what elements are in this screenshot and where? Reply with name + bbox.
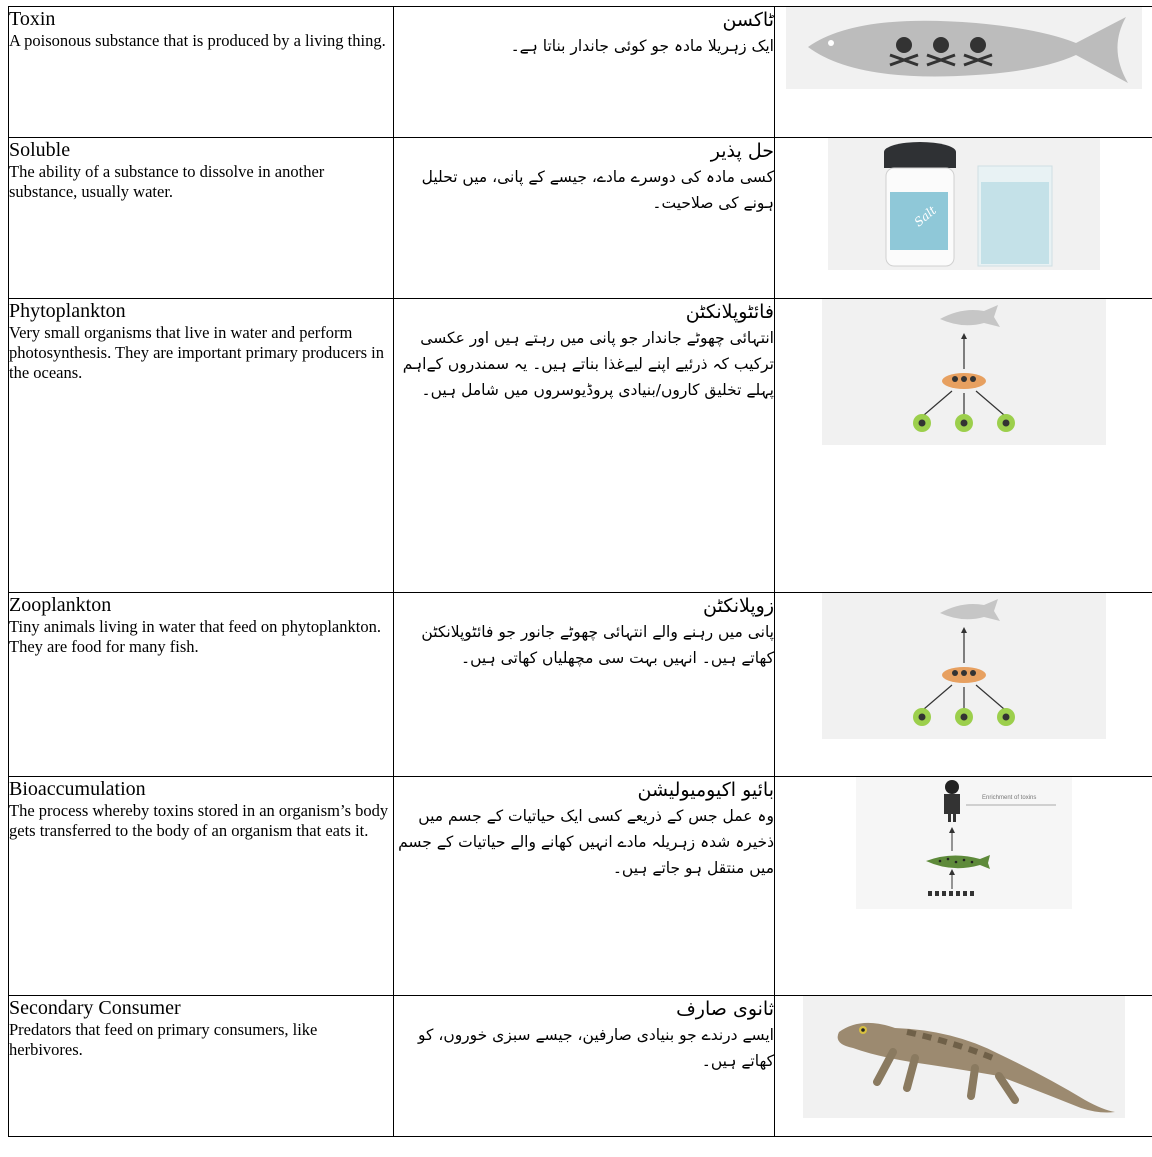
urdu-cell bbox=[394, 996, 775, 1137]
bioaccumulation-chain-image bbox=[856, 777, 1072, 909]
image-cell bbox=[775, 593, 1152, 777]
table-row bbox=[9, 777, 1152, 996]
food-chain-zooplankton-image bbox=[822, 593, 1106, 739]
image-cell bbox=[775, 7, 1152, 138]
english-term: Phytoplankton bbox=[9, 300, 126, 322]
english-definition: A poisonous substance that is produced by a living thing. bbox=[9, 31, 386, 50]
urdu-term: ثانوی صارف bbox=[676, 998, 774, 1020]
lizard-image bbox=[803, 996, 1125, 1118]
urdu-cell bbox=[394, 299, 775, 593]
salt-shaker-and-water-glass-image bbox=[828, 138, 1100, 270]
urdu-term: ٹاکسن bbox=[722, 9, 774, 31]
salt-label: Salt bbox=[911, 203, 939, 230]
urdu-definition: ایک زہریلا مادہ جو کوئی جاندار بناتا ہے۔ bbox=[510, 37, 774, 55]
urdu-term: حل پذیر bbox=[710, 140, 774, 162]
urdu-term: زوپلانکٹن bbox=[703, 595, 774, 617]
urdu-term: بائیو اکیومیولیشن bbox=[637, 779, 774, 801]
english-cell bbox=[9, 777, 394, 996]
urdu-definition: کسی مادہ کی دوسرے مادے، جیسے کے پانی، میں تحلیل ہونے کی صلاحیت۔ bbox=[421, 168, 774, 212]
urdu-cell bbox=[394, 777, 775, 996]
english-term: Toxin bbox=[9, 8, 56, 30]
table-row bbox=[9, 593, 1152, 777]
table-row bbox=[9, 7, 1152, 138]
english-cell bbox=[9, 593, 394, 777]
english-definition: The process whereby toxins stored in an organism’s body gets transferred to the body of an organism that eats it. bbox=[9, 801, 389, 840]
english-definition: The ability of a substance to dissolve in another substance, usually water. bbox=[9, 162, 325, 201]
image-cell bbox=[775, 777, 1152, 996]
english-cell bbox=[9, 996, 394, 1137]
urdu-cell bbox=[394, 593, 775, 777]
urdu-cell bbox=[394, 7, 775, 138]
image-cell bbox=[775, 299, 1152, 593]
english-definition: Very small organisms that live in water and perform photosynthesis. They are important primary producers in the oceans. bbox=[9, 323, 384, 382]
english-cell bbox=[9, 7, 394, 138]
food-chain-phytoplankton-image bbox=[822, 299, 1106, 445]
table-row bbox=[9, 996, 1152, 1137]
urdu-cell bbox=[394, 138, 775, 299]
english-term: Zooplankton bbox=[9, 594, 112, 616]
urdu-definition: ایسے درندے جو بنیادی صارفین، جیسے سبزی خوروں، کو کھاتے ہیں۔ bbox=[418, 1026, 774, 1070]
english-term: Soluble bbox=[9, 139, 71, 161]
urdu-definition: وہ عمل جس کے ذریعے کسی ایک حیاتیات کے جسم میں ذخیرہ شدہ زہریلہ مادے انہیں کھانے والے حیاتیات کے جسم میں منتقل ہو جاتے ہیں۔ bbox=[398, 807, 774, 877]
urdu-term: فائٹوپلانکٹن bbox=[685, 301, 774, 323]
english-term: Bioaccumulation bbox=[9, 778, 146, 800]
english-cell bbox=[9, 138, 394, 299]
english-term: Secondary Consumer bbox=[9, 997, 181, 1019]
urdu-definition: پانی میں رہنے والے انتہائی چھوٹے جانور جو فائٹوپلانکٹن کھاتے ہیں۔ انہیں بہت سی مچھلیاں کھاتی ہیں۔ bbox=[421, 623, 774, 667]
english-definition: Predators that feed on primary consumers, like herbivores. bbox=[9, 1020, 318, 1059]
enrichment-label: Enrichment of toxins bbox=[981, 795, 1036, 801]
fish-with-skulls-image bbox=[786, 7, 1142, 89]
urdu-definition: انتہائی چھوٹے جاندار جو پانی میں رہتے ہیں اور عکسی ترکیب کہ ذرئیے اپنے لیےغذا بناتے ہیں۔ یہ سمندروں کےاہم پہلے تخلیق کاروں/بنیادی پروڈیوسروں میں شامل ہیں۔ bbox=[402, 329, 774, 399]
table-row bbox=[9, 138, 1152, 299]
image-cell bbox=[775, 138, 1152, 299]
image-cell bbox=[775, 996, 1152, 1137]
table-row bbox=[9, 299, 1152, 593]
english-definition: Tiny animals living in water that feed on phytoplankton. They are food for many fish. bbox=[9, 617, 381, 656]
glossary-table bbox=[8, 6, 1152, 1137]
english-cell bbox=[9, 299, 394, 593]
